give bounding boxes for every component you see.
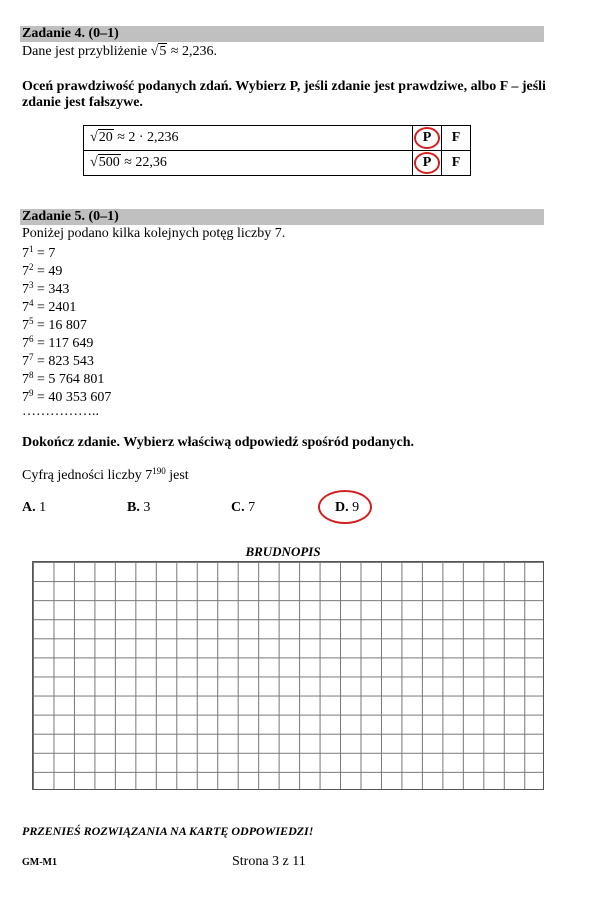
power-line: $7^5 = 16$ 807 [22,316,87,333]
sqrt-symbol: √20 [90,130,113,145]
statement-cell: √20 ≈ 2 · 2,236 [84,126,413,151]
task4-header: Zadanie 4. (0–1) [20,26,544,42]
task4-instruction-1: Oceń prawdziwość podanych zdań. Wybierz P, jeśli zdanie jest prawdziwe, albo F – jeśli [22,79,546,94]
task5-intro: Poniżej podano kilka kolejnych potęg liczby 7. [22,226,286,241]
answer-d[interactable]: D. 9 [335,500,360,515]
selected-answer-mark [318,490,372,524]
option-f[interactable]: F [442,151,471,176]
task4-instruction-2: zdanie jest fałszywe. [22,95,143,110]
task4-intro: Dane jest przybliżenie √5 ≈ 2,236. [22,44,218,59]
selected-mark: P [414,152,440,174]
draft-label: BRUDNOPIS [245,544,321,559]
answer-a[interactable]: A. 1 [22,500,47,515]
power-line: $7^4 = 2401$ [22,298,77,315]
power-line: $7^7 = 823$ 543 [22,352,94,369]
answer-b[interactable]: B. 3 [127,500,151,515]
sqrt-symbol: √500 [90,155,120,170]
power-line: $7^6 = 117$ 649 [22,334,94,351]
true-false-table [83,125,471,176]
dots: …………….. [22,404,99,419]
answer-c[interactable]: C. 7 [231,500,256,515]
option-p[interactable] [413,126,442,151]
power-line: $7^8 = 5$ 764 801 [22,370,105,387]
task5-question: Cyfrą jedności liczby $7^{190}$ jest [22,466,189,483]
power-line: $7^9 = 40$ 353 607 [22,388,112,405]
power-line: $7^2 = 49$ [22,262,63,279]
power-line: $7^3 = 343$ [22,280,70,297]
option-f[interactable]: F [442,126,471,151]
table-row [84,151,471,176]
selected-mark: P [414,127,440,149]
sqrt-symbol: √5 [150,44,167,59]
task5-instruction: Dokończ zdanie. Wybierz właściwą odpowiedź spośród podanych. [22,435,415,450]
page-number: Strona 3 z 11 [232,854,306,869]
table-row [84,126,471,151]
power-line: $7^1 = 7$ [22,244,56,261]
statement-cell: √500 ≈ 22,36 [84,151,413,176]
footer-note: PRZENIEŚ ROZWIĄZANIA NA KARTĘ ODPOWIEDZI! [22,824,314,838]
draft-grid[interactable] [32,561,544,790]
exam-code: GM-M1 [22,857,57,868]
option-p[interactable] [413,151,442,176]
task5-header: Zadanie 5. (0–1) [20,209,544,225]
